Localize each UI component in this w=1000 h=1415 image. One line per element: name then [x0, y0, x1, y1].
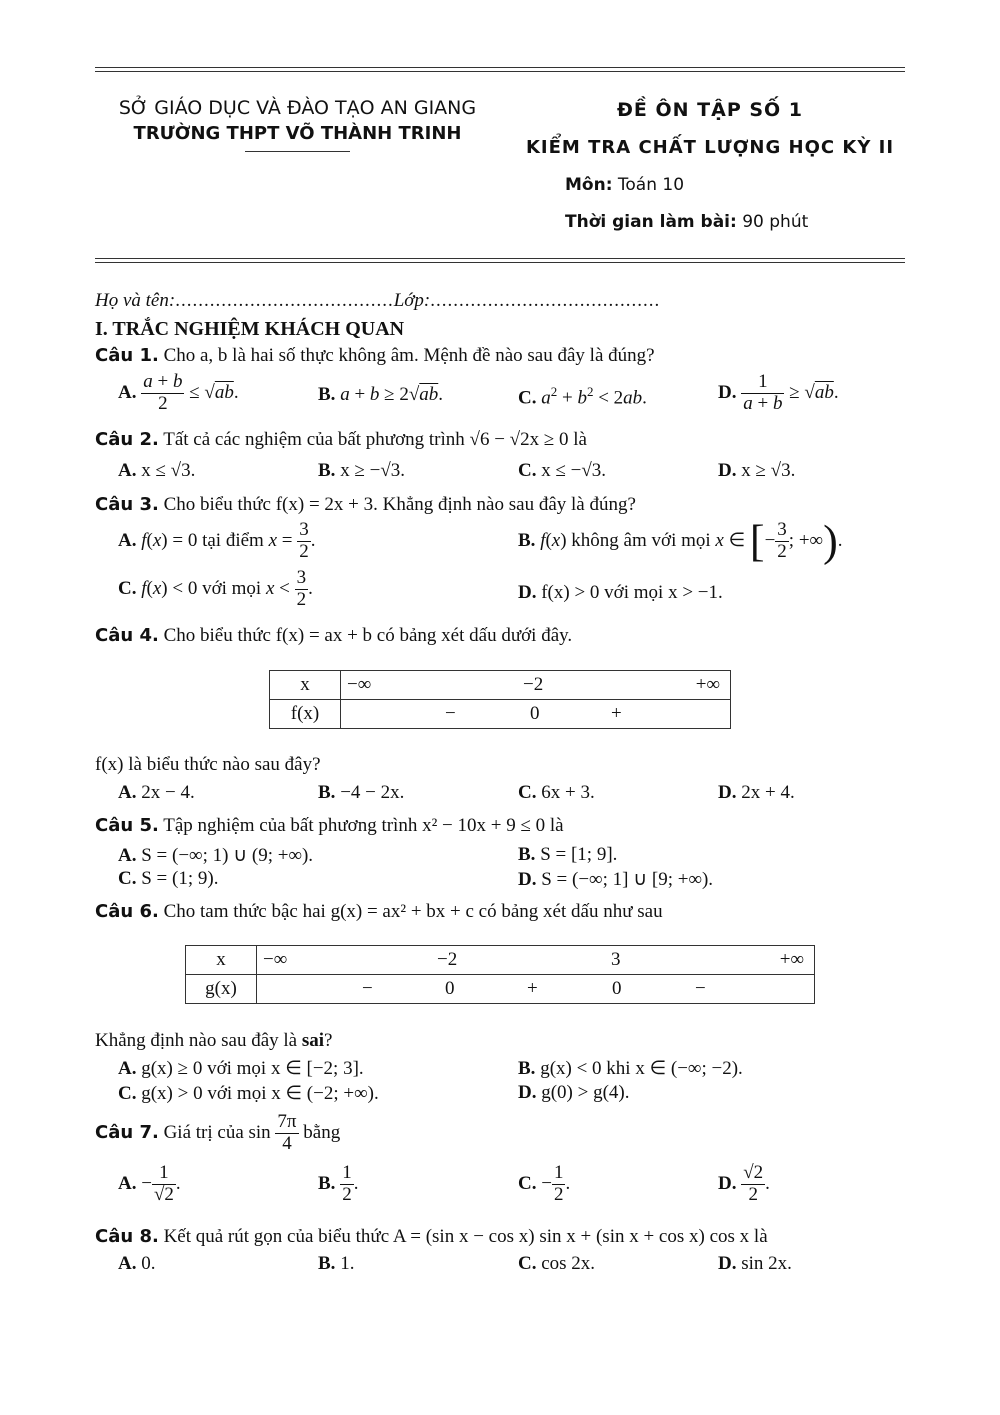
- q1-label: Câu 1.: [95, 345, 159, 366]
- q5-option-c[interactable]: C. S = (1; 9).: [118, 868, 219, 889]
- q6-text: Cho tam thức bậc hai g(x) = ax² + bx + c có bảng xét dấu như sau: [163, 901, 663, 922]
- q6-option-c[interactable]: C. g(x) > 0 với mọi x ∈ (−2; +∞).: [118, 1083, 379, 1104]
- q2-option-c[interactable]: C. x ≤ −√3.: [518, 460, 607, 481]
- q8-label: Câu 8.: [95, 1226, 159, 1247]
- question-7: Câu 7. Giá trị của sin $\frac{7\pi}{4}$ bằng: [95, 1111, 341, 1154]
- subject-label: Môn:: [565, 175, 613, 195]
- q8-option-c[interactable]: C. cos 2x.: [518, 1253, 596, 1274]
- q4-option-a[interactable]: A. 2x − 4.: [118, 782, 195, 803]
- q6-after-text: Khẳng định nào sau đây là sai?: [95, 1030, 333, 1051]
- q3-option-c[interactable]: C. f(x) < 0 với mọi x < $\frac{3}{2}$ .: [118, 567, 313, 610]
- class-label: Lớp:: [393, 290, 431, 311]
- exam-title: ĐỀ ÔN TẬP SỐ 1: [616, 99, 804, 121]
- q3-option-b[interactable]: B. f(x) không âm với mọi x ∈ [− $\frac{3}{2}$ ; +∞).: [518, 516, 843, 566]
- q5-option-b[interactable]: B. S = [1; 9].: [518, 844, 618, 865]
- question-5: [95, 815, 905, 837]
- q3-option-a[interactable]: A. f(x) = 0 tại điểm x = $\frac{3}{2}$ .: [118, 519, 316, 562]
- subject-value: Toán 10: [617, 175, 685, 195]
- q2-label: Câu 2.: [95, 429, 159, 450]
- q7-label: Câu 7.: [95, 1121, 159, 1143]
- sign-table-q6: x −∞ −2 3 +∞ g(x) − 0 + 0 −: [185, 945, 815, 1004]
- question-3: [95, 494, 905, 516]
- school-underline: [245, 151, 350, 152]
- school-name: TRƯỜNG THPT VÕ THÀNH TRINH: [133, 123, 462, 144]
- q5-label: Câu 5.: [95, 815, 159, 836]
- q3-text: Cho biểu thức f(x) = 2x + 3. Khẳng định nào sau đây là đúng?: [163, 494, 636, 515]
- q8-option-b[interactable]: B. 1.: [318, 1253, 355, 1274]
- q6-option-b[interactable]: B. g(x) < 0 khi x ∈ (−∞; −2).: [518, 1058, 743, 1079]
- q3-option-d[interactable]: D. f(x) > 0 với mọi x > −1.: [518, 582, 723, 603]
- q1-option-a[interactable]: A. $\frac{a + b}{2}$ ≤ √ab.: [118, 371, 239, 414]
- student-info-line: [95, 290, 905, 312]
- q8-text: Kết quả rút gọn của biểu thức A = (sin x − cos x) sin x + (sin x + cos x) cos x là: [163, 1226, 768, 1247]
- question-6: [95, 901, 905, 923]
- q2-option-a[interactable]: A. x ≤ √3.: [118, 460, 196, 481]
- q7-option-c[interactable]: C. − $\frac{1}{2}$ .: [518, 1162, 571, 1205]
- q1-option-d[interactable]: D. $\frac{1}{a + b}$ ≥ √ab.: [718, 371, 839, 414]
- q1-text: Cho a, b là hai số thực không âm. Mệnh đề nào sau đây là đúng?: [163, 345, 655, 366]
- time-line: [520, 207, 900, 244]
- q4-option-b[interactable]: B. −4 − 2x.: [318, 782, 405, 803]
- q5-option-d[interactable]: D. S = (−∞; 1] ∪ [9; +∞).: [518, 869, 714, 890]
- q4-option-d[interactable]: D. 2x + 4.: [718, 782, 795, 803]
- q7-option-b[interactable]: B. $\frac{1}{2}$ .: [318, 1162, 359, 1205]
- header-left: [95, 95, 500, 152]
- q5-option-a[interactable]: A. S = (−∞; 1) ∪ (9; +∞).: [118, 845, 314, 866]
- top-rule-thin: [95, 71, 905, 72]
- q2-option-d[interactable]: D. x ≥ √3.: [718, 460, 796, 481]
- q3-label: Câu 3.: [95, 494, 159, 515]
- sign-table-q4: x −∞ −2 +∞ f(x) − 0 +: [269, 670, 731, 729]
- time-value: 90 phút: [742, 212, 809, 232]
- time-label: Thời gian làm bài:: [565, 212, 737, 232]
- question-2: [95, 429, 905, 451]
- top-rule: [95, 67, 905, 68]
- q7-option-d[interactable]: D. $\frac{√2}{2}$ .: [718, 1162, 770, 1205]
- q8-option-a[interactable]: A. 0.: [118, 1253, 156, 1274]
- q5-text: Tập nghiệm của bất phương trình x² − 10x + 9 ≤ 0 là: [163, 815, 564, 836]
- q6-label: Câu 6.: [95, 901, 159, 922]
- name-dots[interactable]: ......................................: [175, 290, 394, 311]
- q4-after-text: f(x) là biểu thức nào sau đây?: [95, 754, 321, 775]
- section-heading: I. TRẮC NGHIỆM KHÁCH QUAN: [95, 318, 405, 340]
- mid-rule: [95, 262, 905, 263]
- q4-label: Câu 4.: [95, 625, 159, 646]
- class-dots[interactable]: ........................................: [430, 290, 661, 311]
- q1-option-c[interactable]: C. $a^2 + b^2 < 2ab$.: [518, 384, 647, 409]
- name-label: Họ và tên:: [95, 290, 176, 311]
- exam-subtitle: KIỂM TRA CHẤT LƯỢNG HỌC KỲ II: [525, 137, 895, 158]
- q8-option-d[interactable]: D. sin 2x.: [718, 1253, 792, 1274]
- header-right: [520, 95, 900, 244]
- q1-option-b[interactable]: B. a + b ≥ 2√ab.: [318, 384, 444, 405]
- q6-option-d[interactable]: D. g(0) > g(4).: [518, 1082, 630, 1103]
- question-4: [95, 625, 905, 647]
- q4-t-x: x: [270, 671, 341, 700]
- q6-option-a[interactable]: A. g(x) ≥ 0 với mọi x ∈ [−2; 3].: [118, 1058, 364, 1079]
- subject-line: [520, 170, 900, 207]
- q7-option-a[interactable]: A. − $\frac{1}{√2}$ .: [118, 1162, 181, 1205]
- q2-text: Tất cả các nghiệm của bất phương trình √6 − √2x ≥ 0 là: [163, 429, 587, 450]
- department-name: SỞ GIÁO DỤC VÀ ĐÀO TẠO AN GIANG: [118, 97, 477, 119]
- question-1: [95, 345, 905, 367]
- q4-text: Cho biểu thức f(x) = ax + b có bảng xét dấu dưới đây.: [163, 625, 573, 646]
- q4-option-c[interactable]: C. 6x + 3.: [518, 782, 595, 803]
- q4-t-fx: f(x): [270, 700, 341, 729]
- mid-rule-thin: [95, 258, 905, 259]
- question-8: [95, 1226, 905, 1248]
- q2-option-b[interactable]: B. x ≥ −√3.: [318, 460, 406, 481]
